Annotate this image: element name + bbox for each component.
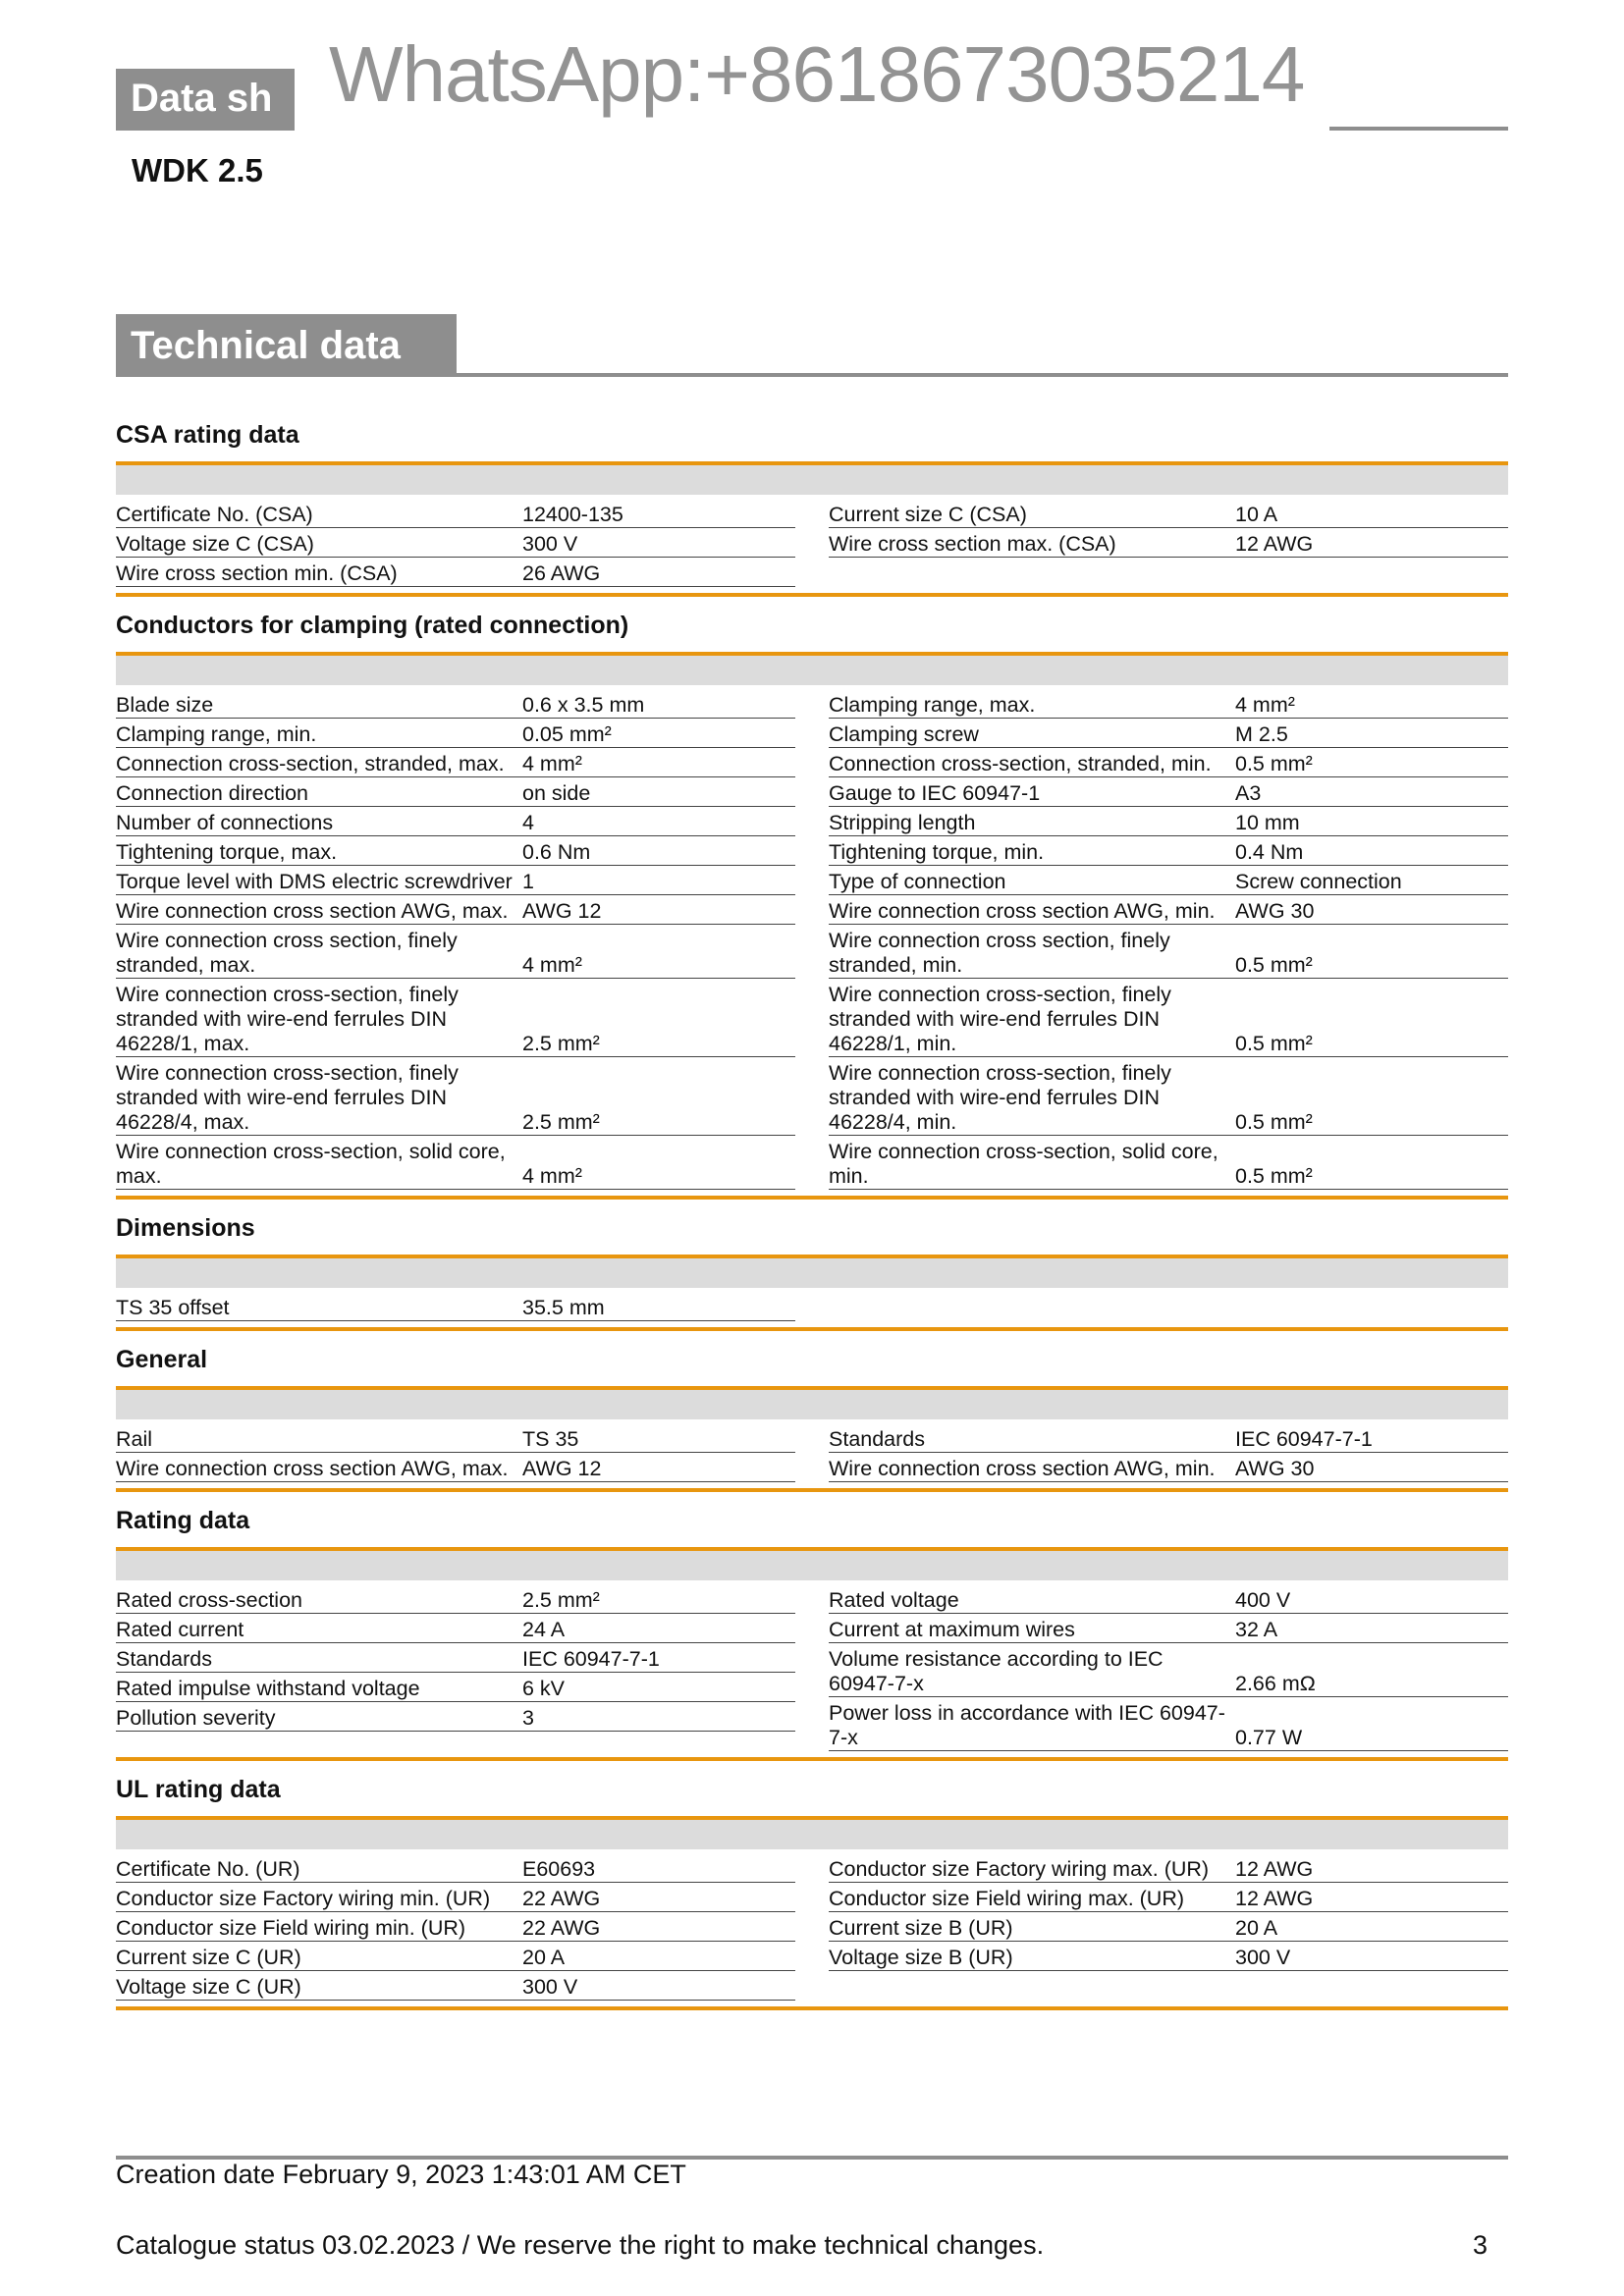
spec-row (116, 1971, 795, 2001)
product-name: WDK 2.5 (132, 152, 263, 188)
spec-column-left (116, 1853, 795, 2001)
spec-label: Power loss in accordance with IEC 60947-7-x (829, 1701, 1225, 1749)
spec-value: 12 AWG (1235, 532, 1314, 556)
spec-label: Wire connection cross-section, solid core, min. (829, 1140, 1218, 1188)
spec-row (829, 979, 1508, 1057)
spec-label: Clamping range, max. (829, 693, 1036, 717)
spec-label: Wire connection cross-section, finely stranded with wire-end ferrules DIN 46228/4, min. (829, 1061, 1171, 1134)
spec-label: Certificate No. (CSA) (116, 503, 313, 526)
spec-row (116, 1057, 795, 1136)
spec-row (116, 836, 795, 866)
spec-row (116, 777, 795, 807)
spec-label: Voltage size B (UR) (829, 1946, 1013, 1969)
header-banner: Data sh (116, 69, 295, 131)
section-band (116, 1820, 1508, 1849)
section-band (116, 656, 1508, 685)
spec-value: Screw connection (1235, 870, 1402, 893)
spec-column-right (829, 1423, 1508, 1482)
spec-section (116, 1213, 1508, 1331)
spec-value: on side (522, 781, 591, 805)
spec-row (829, 1453, 1508, 1482)
spec-row (829, 866, 1508, 895)
spec-row (116, 1912, 795, 1942)
technical-data-rule (457, 373, 1508, 377)
spec-value: 4 mm² (522, 752, 582, 775)
spec-section (116, 1345, 1508, 1492)
spec-row (829, 836, 1508, 866)
spec-column-right (829, 1584, 1508, 1751)
section-end-rule (116, 1757, 1508, 1761)
spec-column-left (116, 1292, 795, 1321)
spec-row (116, 1883, 795, 1912)
spec-value: 400 V (1235, 1588, 1291, 1612)
spec-label: Conductor size Factory wiring max. (UR) (829, 1857, 1210, 1881)
spec-value: 12400-135 (522, 503, 623, 526)
section-end-rule (116, 1327, 1508, 1331)
technical-data-title: Technical data (116, 314, 457, 377)
spec-value: 0.5 mm² (1235, 953, 1313, 977)
spec-label: Wire connection cross-section, finely stranded with wire-end ferrules DIN 46228/1, max. (116, 983, 459, 1055)
spec-label: Conductor size Field wiring min. (UR) (116, 1916, 466, 1940)
spec-column-left (116, 1584, 795, 1751)
spec-row (829, 1057, 1508, 1136)
section-title: Rating data (116, 1507, 250, 1534)
section-title: Dimensions (116, 1214, 255, 1242)
spec-label: Clamping range, min. (116, 722, 317, 746)
spec-row (829, 1697, 1508, 1751)
spec-row (829, 1883, 1508, 1912)
spec-value: 0.6 Nm (522, 840, 591, 864)
spec-value: 2.66 mΩ (1235, 1672, 1316, 1695)
spec-label: Rated current (116, 1618, 244, 1641)
spec-label: Tightening torque, max. (116, 840, 338, 864)
spec-label: Wire connection cross section AWG, min. (829, 899, 1216, 923)
spec-value: 26 AWG (522, 561, 601, 585)
spec-value: 300 V (522, 532, 578, 556)
spec-value: AWG 30 (1235, 899, 1315, 923)
spec-value: 4 mm² (522, 953, 582, 977)
section-band (116, 465, 1508, 495)
spec-value: 35.5 mm (522, 1296, 605, 1319)
spec-label: Rated voltage (829, 1588, 959, 1612)
spec-label: Current size B (UR) (829, 1916, 1013, 1940)
spec-value: 20 A (1235, 1916, 1278, 1940)
spec-row (116, 1614, 795, 1643)
spec-value: 0.5 mm² (1235, 752, 1313, 775)
spec-value: 300 V (1235, 1946, 1291, 1969)
spec-label: Wire cross section max. (CSA) (829, 532, 1116, 556)
spec-value: 2.5 mm² (522, 1588, 600, 1612)
spec-value: E60693 (522, 1857, 596, 1881)
spec-rows (116, 689, 1508, 1196)
spec-row (116, 925, 795, 979)
spec-label: Rated cross-section (116, 1588, 302, 1612)
spec-value: 4 mm² (522, 1164, 582, 1188)
spec-label: Clamping screw (829, 722, 979, 746)
spec-value: 0.5 mm² (1235, 1032, 1313, 1055)
creation-date: Creation date February 9, 2023 1:43:01 AM CET (116, 2160, 686, 2189)
spec-label: Current size C (CSA) (829, 503, 1027, 526)
header-rule (1329, 127, 1508, 131)
spec-value: TS 35 (522, 1427, 579, 1451)
spec-column-right (829, 689, 1508, 1190)
spec-value: 0.5 mm² (1235, 1110, 1313, 1134)
spec-section (116, 611, 1508, 1200)
spec-label: Voltage size C (UR) (116, 1975, 301, 1999)
spec-label: Blade size (116, 693, 214, 717)
spec-value: 10 A (1235, 503, 1278, 526)
spec-value: IEC 60947-7-1 (522, 1647, 660, 1671)
spec-column-right (829, 1853, 1508, 2001)
spec-value: 24 A (522, 1618, 566, 1641)
spec-row (829, 1423, 1508, 1453)
spec-section (116, 1775, 1508, 2010)
spec-label: Wire connection cross-section, solid core, max. (116, 1140, 506, 1188)
spec-value: 1 (522, 870, 534, 893)
spec-row (116, 1423, 795, 1453)
spec-value: 0.5 mm² (1235, 1164, 1313, 1188)
spec-value: 3 (522, 1706, 534, 1730)
spec-column-left (116, 499, 795, 587)
spec-label: Wire connection cross section, finely stranded, max. (116, 929, 458, 977)
spec-row (829, 1136, 1508, 1190)
spec-label: Type of connection (829, 870, 1006, 893)
spec-row (116, 1292, 795, 1321)
section-title: General (116, 1346, 208, 1373)
spec-content (116, 420, 1508, 2024)
spec-label: Rated impulse withstand voltage (116, 1677, 420, 1700)
spec-label: Current size C (UR) (116, 1946, 301, 1969)
spec-label: Pollution severity (116, 1706, 276, 1730)
spec-label: Connection direction (116, 781, 309, 805)
page-number: 3 (1473, 2230, 1489, 2260)
spec-row (829, 807, 1508, 836)
spec-value: A3 (1235, 781, 1262, 805)
spec-row (829, 748, 1508, 777)
spec-row (829, 1853, 1508, 1883)
spec-value: 2.5 mm² (522, 1032, 600, 1055)
spec-label: Gauge to IEC 60947-1 (829, 781, 1041, 805)
spec-row (829, 499, 1508, 528)
spec-label: Wire connection cross section AWG, max. (116, 899, 509, 923)
spec-value: M 2.5 (1235, 722, 1288, 746)
spec-value: 0.4 Nm (1235, 840, 1304, 864)
section-title: Conductors for clamping (rated connection) (116, 612, 629, 639)
section-band (116, 1390, 1508, 1419)
spec-row (116, 1584, 795, 1614)
spec-column-right (829, 499, 1508, 587)
spec-label: Wire connection cross-section, finely stranded with wire-end ferrules DIN 46228/1, min. (829, 983, 1171, 1055)
spec-row (116, 719, 795, 748)
spec-value: 4 mm² (1235, 693, 1295, 717)
spec-label: Tightening torque, min. (829, 840, 1045, 864)
spec-label: Torque level with DMS electric screwdriver (116, 870, 513, 893)
section-end-rule (116, 593, 1508, 597)
spec-label: Standards (829, 1427, 926, 1451)
spec-label: Stripping length (829, 811, 976, 834)
spec-value: 12 AWG (1235, 1857, 1314, 1881)
spec-row (829, 895, 1508, 925)
spec-row (829, 1643, 1508, 1697)
spec-rows (116, 1423, 1508, 1488)
spec-rows (116, 499, 1508, 593)
spec-label: Wire connection cross-section, finely stranded with wire-end ferrules DIN 46228/4, max. (116, 1061, 459, 1134)
spec-label: Standards (116, 1647, 213, 1671)
section-end-rule (116, 2006, 1508, 2010)
spec-value: AWG 30 (1235, 1457, 1315, 1480)
spec-label: Certificate No. (UR) (116, 1857, 300, 1881)
spec-label: Current at maximum wires (829, 1618, 1075, 1641)
section-title: CSA rating data (116, 421, 299, 449)
spec-row (829, 777, 1508, 807)
spec-row (116, 1136, 795, 1190)
spec-row (116, 1673, 795, 1702)
spec-label: Wire connection cross section, finely stranded, min. (829, 929, 1170, 977)
spec-row (116, 1942, 795, 1971)
spec-value: 32 A (1235, 1618, 1278, 1641)
spec-row (116, 689, 795, 719)
spec-column-left (116, 689, 795, 1190)
spec-value: AWG 12 (522, 1457, 602, 1480)
spec-row (829, 925, 1508, 979)
spec-value: 2.5 mm² (522, 1110, 600, 1134)
spec-row (829, 1614, 1508, 1643)
spec-value: 6 kV (522, 1677, 566, 1700)
spec-row (116, 807, 795, 836)
spec-rows (116, 1584, 1508, 1757)
technical-data-header (116, 314, 1508, 377)
spec-section (116, 1506, 1508, 1761)
spec-section (116, 420, 1508, 597)
spec-value: 0.05 mm² (522, 722, 612, 746)
spec-label: Rail (116, 1427, 153, 1451)
spec-rows (116, 1853, 1508, 2006)
spec-value: 12 AWG (1235, 1887, 1314, 1910)
spec-label: Connection cross-section, stranded, min. (829, 752, 1212, 775)
spec-row (116, 558, 795, 587)
spec-value: 22 AWG (522, 1887, 601, 1910)
catalogue-status: Catalogue status 03.02.2023 / We reserve the right to make technical changes. (116, 2230, 1045, 2260)
spec-row (829, 1912, 1508, 1942)
spec-label: Volume resistance according to IEC 60947-7-x (829, 1647, 1164, 1695)
spec-row (829, 719, 1508, 748)
spec-label: Number of connections (116, 811, 334, 834)
spec-row (829, 1584, 1508, 1614)
spec-row (829, 689, 1508, 719)
spec-value: 20 A (522, 1946, 566, 1969)
spec-value: 300 V (522, 1975, 578, 1999)
spec-row (116, 1853, 795, 1883)
spec-row (116, 895, 795, 925)
spec-value: 0.77 W (1235, 1726, 1303, 1749)
spec-value: IEC 60947-7-1 (1235, 1427, 1373, 1451)
spec-value: 22 AWG (522, 1916, 601, 1940)
spec-row (116, 866, 795, 895)
spec-column-left (116, 1423, 795, 1482)
spec-row (116, 979, 795, 1057)
spec-label: Wire cross section min. (CSA) (116, 561, 398, 585)
spec-value: AWG 12 (522, 899, 602, 923)
spec-column-right (829, 1292, 1508, 1321)
spec-label: Conductor size Field wiring max. (UR) (829, 1887, 1185, 1910)
spec-label: TS 35 offset (116, 1296, 230, 1319)
watermark-text: WhatsApp:+8618673035214 (329, 30, 1305, 118)
spec-row (116, 748, 795, 777)
spec-row (829, 1942, 1508, 1971)
spec-rows (116, 1292, 1508, 1327)
spec-row (116, 499, 795, 528)
spec-label: Conductor size Factory wiring min. (UR) (116, 1887, 491, 1910)
spec-label: Connection cross-section, stranded, max. (116, 752, 505, 775)
section-title: UL rating data (116, 1776, 281, 1803)
section-band (116, 1551, 1508, 1580)
spec-value: 10 mm (1235, 811, 1300, 834)
spec-row (829, 528, 1508, 558)
section-end-rule (116, 1196, 1508, 1200)
spec-row (116, 528, 795, 558)
spec-row (116, 1702, 795, 1732)
section-end-rule (116, 1488, 1508, 1492)
section-band (116, 1258, 1508, 1288)
spec-label: Wire connection cross section AWG, max. (116, 1457, 509, 1480)
spec-label: Voltage size C (CSA) (116, 532, 314, 556)
spec-row (116, 1453, 795, 1482)
spec-label: Wire connection cross section AWG, min. (829, 1457, 1216, 1480)
spec-value: 4 (522, 811, 534, 834)
spec-value: 0.6 x 3.5 mm (522, 693, 645, 717)
spec-row (116, 1643, 795, 1673)
